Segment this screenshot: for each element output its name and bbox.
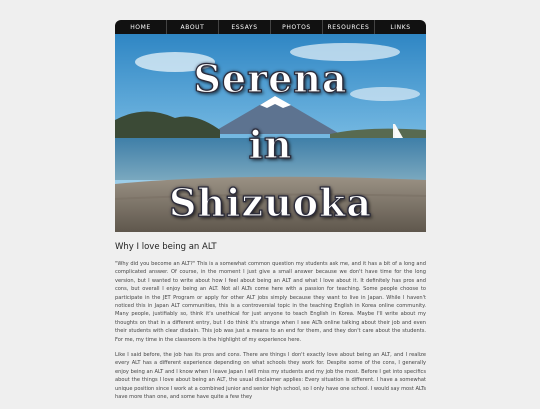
banner-title-line3: Shizuoka (168, 180, 372, 225)
banner-title-line2: in (248, 122, 293, 167)
banner-title-line1: Serena (193, 56, 348, 101)
nav-essays[interactable]: ESSAYS (219, 20, 271, 34)
post-paragraph-1: "Why did you become an ALT?" This is a somewhat common question my students ask me, and it has a bit of a long and complicated answer. Of course, in the moment I just give a small answer because we don't have time for the long version, but I wanted to write about how I feel about being an ALT and what I love about it. It definitely has pros and cons, but overall I enjoy being an ALT. Not all ALTs come here with a passion for teaching. Some people choose to participate in the JET Program or apply for other ALT jobs simply because they want to live in Japan. While I haven't noticed this in Japan ALT communities, this is a controversial topic in the teaching English in Korea online community. Many people, justifiably so, think it's unethical for just anyone to teach English in Korea. Maybe I'll write about my thoughts on that in a different entry, but I do think it's strange when I see ALTs online talking about their job and even their students with clear disdain. This job was just a means to an end for them, and they don't care about the students. For me, my time in the classroom is the highlight of my experience here. (115, 261, 426, 343)
nav-photos[interactable]: PHOTOS (271, 20, 323, 34)
post-paragraph-2: Like I said before, the job has its pros and cons. There are things I don't exactly love about being an ALT, and I realize every ALT has a different experience depending on what schools they work for. Despite some of the cons, I generally enjoy being an ALT and I know when I leave Japan I will miss my students and my job the most. Before I get into specifics about the things I love about being an ALT, the usual disclaimer applies: Every situation is different. I have a somewhat unique position since I work at a combined junior and senior high school, so I only have one school. I would say most ALTs have more than one, and some have quite a few they (115, 352, 426, 401)
post-title: Why I love being an ALT (115, 242, 217, 252)
blog-post (115, 232, 426, 402)
nav-resources[interactable]: RESOURCES (323, 20, 375, 34)
nav-links[interactable]: LINKS (390, 23, 411, 31)
main-nav (115, 20, 426, 34)
nav-home[interactable]: HOME (115, 20, 167, 34)
header-banner (115, 34, 426, 232)
page-container (115, 20, 426, 409)
nav-about[interactable]: ABOUT (167, 20, 219, 34)
